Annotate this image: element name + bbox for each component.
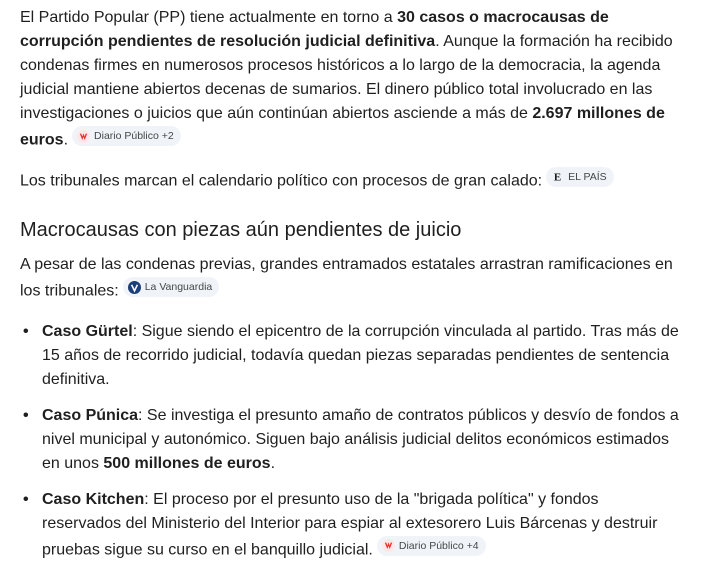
intro-highlight-amount: 2.697 millones de euros: [20, 105, 665, 149]
source-chip-la-vanguardia[interactable]: [123, 277, 220, 297]
diario-publico-icon: [77, 130, 90, 143]
svg-text:E: E: [553, 171, 562, 183]
case-name: Caso Gürtel: [42, 322, 133, 340]
section-intro-text: A pesar de las condenas previas, grandes entramados estatales arrastran ramificaciones en los tribunales:: [20, 256, 673, 300]
list-item-gurtel: [20, 320, 680, 392]
intro-text: El Partido Popular (PP) tiene actualmente en torno a: [20, 9, 398, 26]
diario-publico-icon: [382, 539, 395, 552]
list-item-punica: [20, 404, 680, 476]
response-content: [20, 6, 680, 574]
source-chip-label: EL PAÍS: [568, 170, 607, 183]
intro-text: .: [63, 131, 69, 149]
source-chip-label: La Vanguardia: [144, 281, 213, 293]
case-name: Caso Kitchen: [42, 490, 145, 508]
el-pais-icon: [551, 170, 564, 183]
intro-text: . Aunque la formación ha recibido condenas firmes en numerosos procesos históricos a lo largo de la democracia, la agenda judicial mantiene abiertos decenas de sumarios. El dinero público total involucrado en las investigaciones o juicios que aún continúan abiertos asciende a más de: [20, 33, 673, 122]
cases-list: [20, 320, 680, 563]
bullet: •: [23, 406, 29, 424]
section-heading: Macrocausas con piezas aún pendientes de juicio: [20, 219, 462, 241]
intro-paragraph: [20, 6, 680, 153]
bullet: •: [23, 490, 29, 508]
source-chip-diario-publico[interactable]: [72, 126, 181, 146]
source-chip-el-pais[interactable]: [546, 167, 614, 187]
case-highlight-amount: 500 millones de euros: [103, 454, 271, 472]
calendar-paragraph: [20, 167, 680, 194]
source-chip-diario-publico[interactable]: [377, 536, 486, 556]
calendar-text: Los tribunales marcan el calendario político con procesos de gran calado:: [20, 172, 543, 189]
case-name: Caso Púnica: [42, 406, 139, 424]
bullet: •: [23, 322, 29, 340]
intro-highlight-cases: 30 casos o macrocausas de corrupción pendientes de resolución judicial definitiva: [20, 9, 609, 50]
case-text: : El proceso por el presunto uso de la "brigada política" y fondos reservados del Ministerio del Interior para espiar al extesorero Luis Bárcenas y destruir pruebas sigue su curso en el banquillo judicial.: [42, 490, 658, 558]
section-intro-paragraph: [20, 253, 680, 304]
la-vanguardia-icon: [128, 281, 141, 294]
case-text: : Se investiga el presunto amaño de contratos públicos y desvío de fondos a nivel municipal y autonómico. Siguen bajo análisis judicial delitos económicos estimados en unos: [42, 406, 679, 472]
case-text: : Sigue siendo el epicentro de la corrupción vinculada al partido. Tras más de 15 años de recorrido judicial, todavía quedan piezas separadas pendientes de sentencia definitiva.: [42, 322, 679, 388]
source-chip-label: Diario Público +4: [398, 539, 479, 552]
source-chip-label: Diario Público +2: [94, 130, 174, 142]
list-item-kitchen: [20, 488, 680, 563]
case-text: .: [270, 454, 276, 472]
